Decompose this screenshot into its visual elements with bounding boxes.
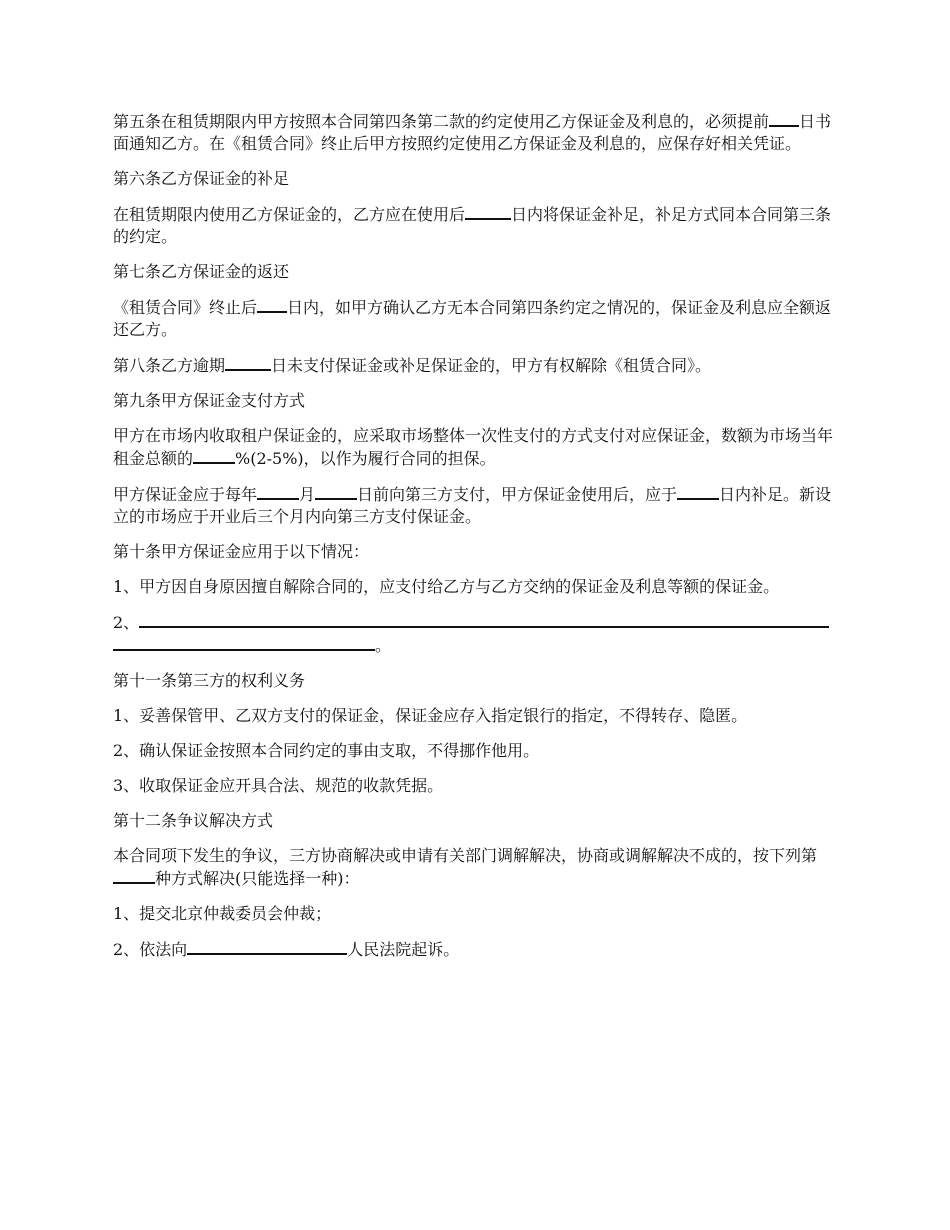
article-6-title: 第六条乙方保证金的补足	[113, 169, 290, 188]
article-5: 第五条在租赁期限内甲方按照本合同第四条第二款的约定使用乙方保证金及利息的，必须提前 日书面通知乙方。在《租赁合同》终止后甲方按照约定使用乙方保证金及利息的，应保存好相关凭证。	[113, 112, 832, 153]
blank-field[interactable]	[769, 110, 799, 127]
article-9-title: 第九条甲方保证金支付方式	[113, 391, 306, 410]
document-body	[113, 110, 843, 974]
article-11-item-3: 3、收取保证金应开具合法、规范的收款凭据。	[113, 776, 444, 795]
article-10-title: 第十条甲方保证金应用于以下情况：	[113, 542, 370, 561]
article-11-title: 第十一条第三方的权利义务	[113, 671, 306, 690]
article-9-payment: 甲方在市场内收取租户保证金的，应采取市场整体一次性支付的方式支付对应保证金，数额为市场当年租金总额的 %(2-5%)，以作为履行合同的担保。	[113, 426, 834, 468]
blank-field[interactable]	[315, 483, 357, 500]
article-7: 《租赁合同》终止后 日内，如甲方确认乙方无本合同第四条约定之情况的，保证金及利息应全额返还乙方。	[113, 298, 832, 339]
article-8: 第八条乙方逾期 日未支付保证金或补足保证金的，甲方有权解除《租赁合同》。	[113, 356, 712, 375]
article-12-item-2: 2、依法向 人民法院起诉。	[113, 940, 460, 959]
blank-field[interactable]	[257, 483, 299, 500]
blank-field[interactable]	[225, 354, 271, 371]
blank-field[interactable]	[257, 296, 287, 313]
article-12-title: 第十二条争议解决方式	[113, 811, 274, 830]
blank-field[interactable]	[193, 447, 235, 464]
blank-field[interactable]	[113, 634, 375, 651]
article-6: 在租赁期限内使用乙方保证金的，乙方应在使用后 日内将保证金补足，补足方式同本合同第三条的约定。	[113, 205, 832, 246]
article-12: 本合同项下发生的争议，三方协商解决或申请有关部门调解解决，协商或调解解决不成的，按下列第种方式解决(只能选择一种)：	[113, 846, 818, 888]
article-12-item-1: 1、提交北京仲裁委员会仲裁；	[113, 904, 332, 923]
article-11-item-2: 2、确认保证金按照本合同约定的事由支取，不得挪作他用。	[113, 741, 540, 760]
blank-field[interactable]	[113, 867, 155, 884]
blank-field[interactable]	[677, 483, 719, 500]
article-10-item-1: 1、甲方因自身原因擅自解除合同的，应支付给乙方与乙方交纳的保证金及利息等额的保证金。	[113, 577, 780, 596]
article-10-item-2: 2、。	[113, 611, 843, 657]
blank-field[interactable]	[139, 611, 829, 628]
article-9-schedule: 甲方保证金应于每年 月 日前向第三方支付，甲方保证金使用后，应于 日内补足。新设立的市场应于开业后三个月内向第三方支付保证金。	[113, 485, 832, 526]
blank-field[interactable]	[187, 938, 347, 955]
article-11-item-1: 1、妥善保管甲、乙双方支付的保证金，保证金应存入指定银行的指定，不得转存、隐匿。	[113, 706, 748, 725]
article-7-title: 第七条乙方保证金的返还	[113, 262, 290, 281]
blank-field[interactable]	[465, 203, 511, 220]
